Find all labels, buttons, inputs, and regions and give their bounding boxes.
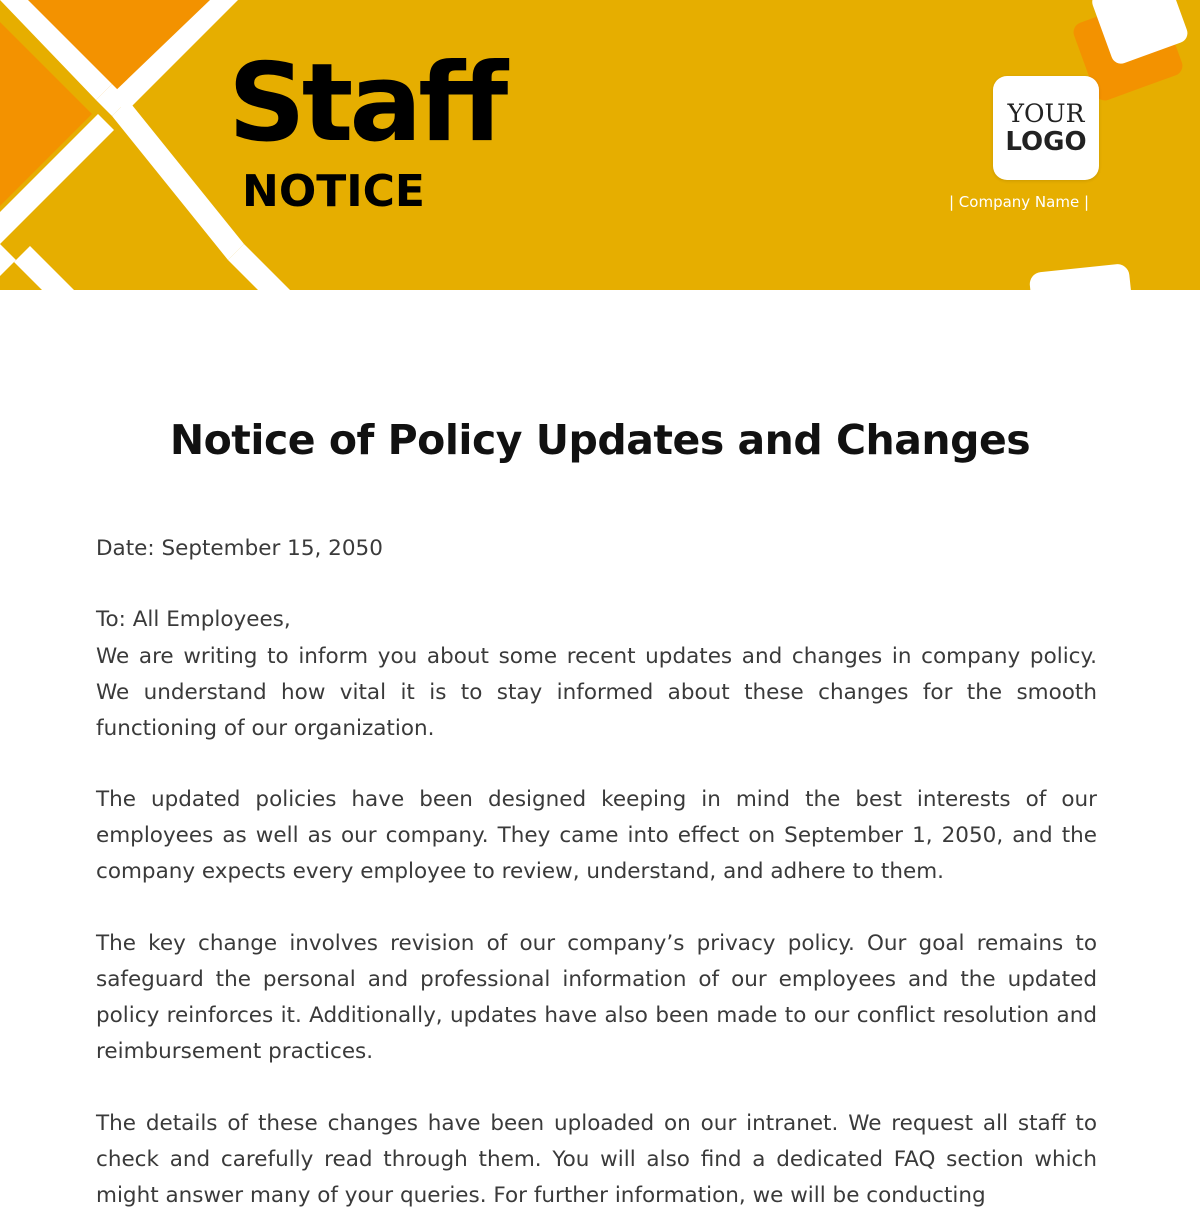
document-title: Notice of Policy Updates and Changes: [169, 416, 1031, 464]
paragraph-details: The details of these changes have been uploaded on our intranet. We request all staff to check and carefully read through them. You will also find a dedicated FAQ section which might answer many of your queries. For further information, we will be conducting: [96, 1111, 1097, 1208]
banner-title: Staff: [228, 41, 505, 166]
paragraph-key-change: The key change involves revision of our company’s privacy policy. Our goal remains to safeguard the personal and professional information of our employees and the updated policy reinforces it. Additionally, updates have also been made to our conflict resolution and reimbursement practices.: [96, 931, 1097, 1064]
paragraph-policies: The updated policies have been designed keeping in mind the best interests of our employees as well as our company. They came into effect on September 1, 2050, and the company expects every employee to review, understand, and adhere to them.: [96, 787, 1097, 884]
decor-stripe-d: [112, 100, 244, 260]
paragraph-intro: We are writing to inform you about some recent updates and changes in company policy. We understand how vital it is to stay informed about these changes for the smooth functioning of our organization.: [96, 644, 1097, 741]
decor-stripe-g: [0, 244, 16, 276]
company-name: | Company Name |: [948, 193, 1090, 211]
decor-tile-white-bottom: [1029, 263, 1136, 290]
logo-placeholder-icon: [993, 76, 1099, 180]
date-line: Date: September 15, 2050: [96, 536, 383, 561]
header-banner: [0, 0, 1200, 290]
decor-stripe-h: [14, 246, 74, 290]
recipient-line: To: All Employees,: [96, 607, 291, 632]
logo-text-logo: LOGO: [1005, 127, 1087, 157]
banner-subtitle: NOTICE: [242, 166, 425, 217]
decor-stripe-f: [228, 244, 290, 290]
logo-text-your: YOUR: [1007, 99, 1085, 128]
